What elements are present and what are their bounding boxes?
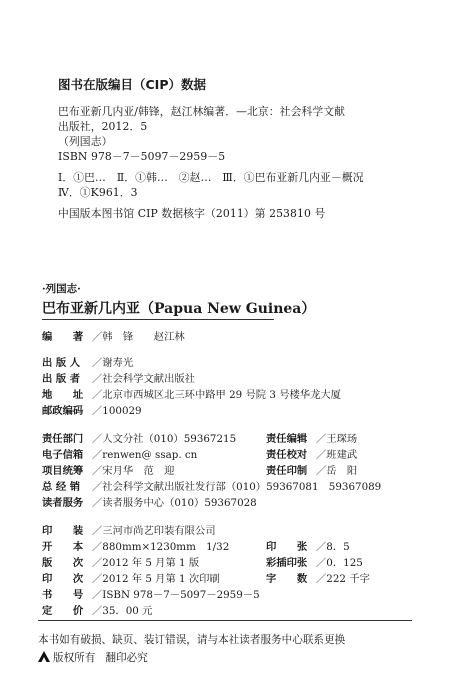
row-value: ／谢寿光 — [92, 357, 134, 369]
row-value: ／社会科学文献出版社 — [92, 373, 195, 385]
row-value: ／100029 — [92, 405, 142, 417]
row-label-right: 责任编辑 — [266, 433, 308, 445]
row-label: 出 版 者 — [42, 373, 81, 385]
cip-line: （列国志） — [58, 135, 113, 148]
row-label-right: 责任校对 — [266, 449, 308, 461]
footer-divider — [38, 620, 412, 621]
row-label: 地 址 — [42, 389, 84, 401]
row-label: 总 经 销 — [42, 481, 81, 493]
row-value-right: ／222 千字 — [316, 573, 370, 585]
row-label-right: 字 数 — [266, 573, 308, 585]
row-value: ／2012 年 5 月第 1 版 — [92, 557, 200, 569]
row-value-right: ／0．125 — [316, 557, 363, 569]
rights-text: 版权所有 — [53, 652, 96, 664]
divider — [42, 319, 274, 320]
row-value: ／35．00 元 — [92, 605, 153, 617]
rights-line — [38, 650, 148, 665]
row-label-right: 印 张 — [266, 541, 308, 553]
row-label: 版 次 — [42, 557, 84, 569]
authors-label: 编 著 — [42, 331, 84, 343]
cip-line: Ⅳ．①K961．3 — [58, 186, 138, 199]
row-label: 书 号 — [42, 589, 84, 601]
row-value: ／三河市尚艺印装有限公司 — [92, 525, 216, 537]
notice-text: 本书如有破损、缺页、装订错误，请与本社读者服务中心联系更换 — [38, 634, 346, 646]
row-value: ／2012 年 5 月第 1 次印刷 — [92, 573, 220, 585]
row-label: 项目统筹 — [42, 465, 84, 477]
book-title: 巴布亚新几内亚（Papua New Guinea） — [42, 301, 316, 317]
authors-value: ／韩 锋 赵江林 — [92, 331, 185, 343]
row-value-right: ／王琛玚 — [316, 433, 358, 445]
row-value: ／社会科学文献出版社发行部（010）59367081 59367089 — [92, 481, 382, 493]
row-label: 开 本 — [42, 541, 84, 553]
cip-line: 中国版本图书馆 CIP 数据核字（2011）第 253810 号 — [58, 207, 326, 220]
row-value: ／读者服务中心（010）59367028 — [92, 497, 257, 509]
row-value: ／人文分社（010）59367215 — [92, 433, 237, 445]
series-name: ·列国志· — [42, 283, 81, 295]
row-label: 印 装 — [42, 525, 84, 537]
row-label: 电子信箱 — [42, 449, 84, 461]
cip-line: ISBN 978－7－5097－2959－5 — [58, 150, 226, 163]
row-label: 印 次 — [42, 573, 84, 585]
row-value-right: ／8．5 — [316, 541, 350, 553]
row-label: 邮政编码 — [42, 405, 84, 417]
publisher-logo-icon — [38, 651, 50, 662]
row-label-right: 责任印制 — [266, 465, 308, 477]
row-label: 读者服务 — [42, 497, 84, 509]
row-label: 责任部门 — [42, 433, 84, 445]
cip-line: 巴布亚新几内亚/韩锋，赵江林编著．—北京：社会科学文献 — [58, 105, 346, 118]
row-label-right: 彩插印张 — [266, 557, 308, 569]
no-copy-text: 翻印必究 — [105, 652, 148, 664]
row-value: ／北京市西城区北三环中路甲 29 号院 3 号楼华龙大厦 — [92, 389, 341, 401]
row-value-right: ／班建武 — [316, 449, 358, 461]
row-label: 出 版 人 — [42, 357, 81, 369]
row-label: 定 价 — [42, 605, 84, 617]
row-value: ／renwen@ ssap. cn — [92, 449, 198, 461]
cip-line: 出版社，2012．5 — [58, 120, 148, 133]
cip-title: 图书在版编目（CIP）数据 — [58, 77, 206, 92]
row-value: ／ISBN 978－7－5097－2959－5 — [92, 589, 260, 601]
row-value: ／880mm×1230mm 1/32 — [92, 541, 230, 553]
row-value: ／宋月华 范 迎 — [92, 465, 175, 477]
cip-line: Ⅰ．①巴… Ⅱ．①韩… ②赵… Ⅲ．①巴布亚新几内亚－概况 — [58, 171, 364, 184]
row-value-right: ／岳 阳 — [316, 465, 358, 477]
